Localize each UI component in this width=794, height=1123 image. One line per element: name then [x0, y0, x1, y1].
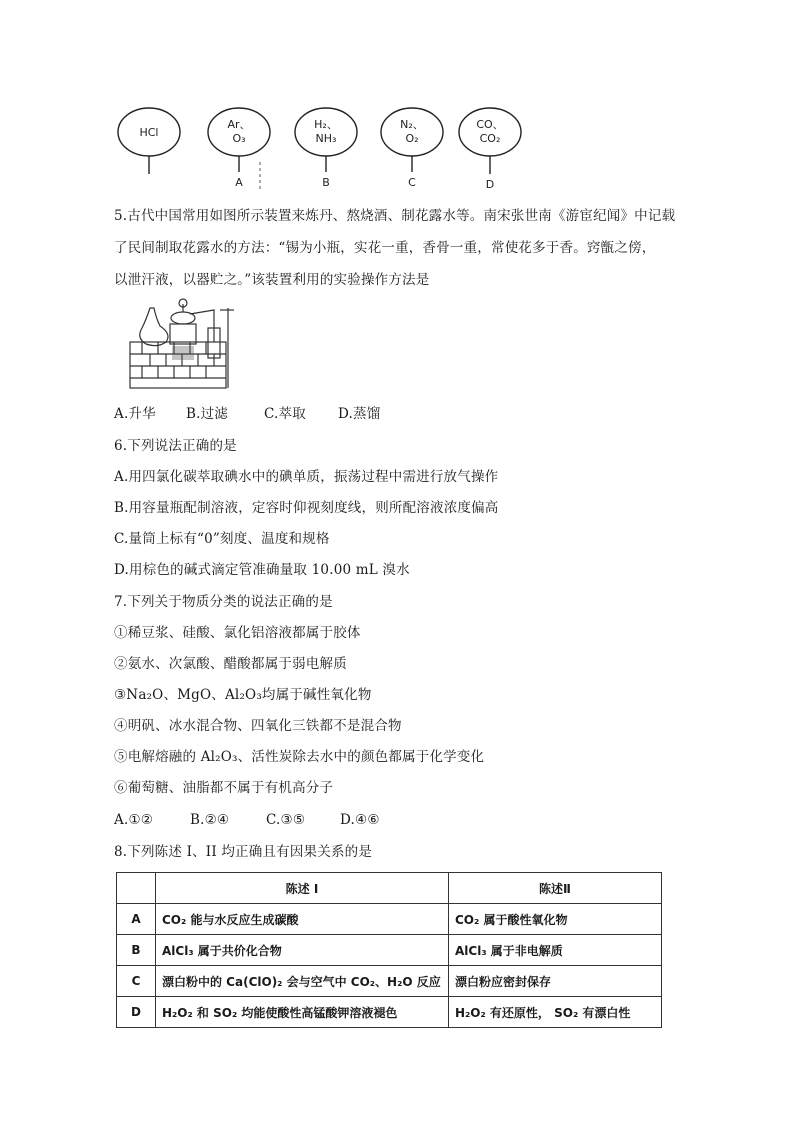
svg-text:CO₂: CO₂: [479, 132, 501, 145]
q8-table: [116, 872, 662, 1028]
distillation-apparatus-illustration: [128, 298, 238, 390]
row-key: C: [117, 966, 156, 997]
q7-item-1: ①稀豆浆、硅酸、氯化铝溶液都属于胶体: [114, 625, 361, 641]
row-statement-2: AlCl₃ 属于非电解质: [449, 935, 662, 966]
table-row: [117, 966, 662, 997]
svg-text:O₂: O₂: [405, 132, 419, 145]
svg-text:NH₃: NH₃: [315, 132, 337, 145]
q5-option-d[interactable]: D.蒸馏: [338, 406, 381, 422]
q6-option-c[interactable]: C.量筒上标有“0”刻度、温度和规格: [114, 531, 330, 547]
table-header-empty: [117, 873, 156, 904]
q7-option-a[interactable]: A.①②: [114, 812, 154, 828]
q5-option-c[interactable]: C.萃取: [264, 406, 306, 422]
row-statement-1: H₂O₂ 和 SO₂ 均能使酸性高锰酸钾溶液褪色: [156, 997, 449, 1028]
row-statement-1: AlCl₃ 属于共价化合物: [156, 935, 449, 966]
q6-option-d[interactable]: D.用棕色的碱式滴定管准确量取 10.00 mL 溴水: [114, 562, 410, 578]
svg-text:Ar、: Ar、: [227, 118, 251, 131]
label-b: B: [322, 176, 330, 189]
q8-stem: 8.下列陈述 I、II 均正确且有因果关系的是: [114, 844, 373, 860]
table-header-statement-2: 陈述Ⅱ: [449, 873, 662, 904]
q7-stem: 7.下列关于物质分类的说法正确的是: [114, 594, 333, 610]
svg-text:CO、: CO、: [476, 118, 504, 131]
row-statement-2: H₂O₂ 有还原性， SO₂ 有漂白性: [449, 997, 662, 1028]
row-statement-1: CO₂ 能与水反应生成碳酸: [156, 904, 449, 935]
row-statement-2: 漂白粉应密封保存: [449, 966, 662, 997]
q6-option-b[interactable]: B.用容量瓶配制溶液，定容时仰视刻度线，则所配溶液浓度偏高: [114, 500, 499, 516]
svg-text:N₂、: N₂、: [400, 118, 424, 131]
q7-option-d[interactable]: D.④⑥: [340, 812, 380, 828]
table-header-row: [117, 873, 662, 904]
q7-option-b[interactable]: B.②④: [190, 812, 230, 828]
q6-stem: 6.下列说法正确的是: [114, 438, 237, 454]
svg-text:O₃: O₃: [232, 132, 246, 145]
row-key: B: [117, 935, 156, 966]
q7-item-5: ⑤电解熔融的 Al₂O₃、活性炭除去水中的颜色都属于化学变化: [114, 749, 485, 765]
q7-item-6: ⑥葡萄糖、油脂都不属于有机高分子: [114, 780, 334, 796]
label-c: C: [408, 176, 416, 189]
row-statement-2: CO₂ 属于酸性氧化物: [449, 904, 662, 935]
row-statement-1: 漂白粉中的 Ca(ClO)₂ 会与空气中 CO₂、H₂O 反应: [156, 966, 449, 997]
row-key: A: [117, 904, 156, 935]
table-row: [117, 904, 662, 935]
q7-item-2: ②氨水、次氯酸、醋酸都属于弱电解质: [114, 656, 347, 672]
table-row: [117, 935, 662, 966]
q5-stem-line1: 5.古代中国常用如图所示装置来炼丹、熬烧酒、制花露水等。南宋张世南《游宦纪闻》中记载: [114, 208, 676, 224]
q5-option-a[interactable]: A.升华: [114, 406, 156, 422]
q5-stem-line2: 了民间制取花露水的方法：“锡为小瓶，实花一重，香骨一重，常使花多于香。窍甑之傍，: [114, 240, 656, 256]
q5-stem-line3: 以泄汗液，以器贮之。”该装置利用的实验操作方法是: [114, 272, 430, 288]
table-header-statement-1: 陈述 I: [156, 873, 449, 904]
q5-options: [114, 404, 380, 424]
row-key: D: [117, 997, 156, 1028]
q7-item-3: ③Na₂O、MgO、Al₂O₃均属于碱性氧化物: [114, 687, 372, 703]
label-a: A: [235, 176, 243, 189]
q5-option-b[interactable]: B.过滤: [186, 406, 229, 422]
ellipse-hcl-text: HCl: [139, 126, 159, 139]
q7-item-4: ④明矾、冰水混合物、四氧化三铁都不是混合物: [114, 718, 402, 734]
label-d: D: [485, 178, 495, 191]
q6-option-a[interactable]: A.用四氯化碳萃取碘水中的碘单质，振荡过程中需进行放气操作: [114, 469, 499, 485]
gas-classification-diagram: [112, 104, 542, 194]
table-row: [117, 997, 662, 1028]
q7-options: [114, 810, 380, 830]
q7-option-c[interactable]: C.③⑤: [266, 812, 306, 828]
svg-text:H₂、: H₂、: [314, 118, 338, 131]
